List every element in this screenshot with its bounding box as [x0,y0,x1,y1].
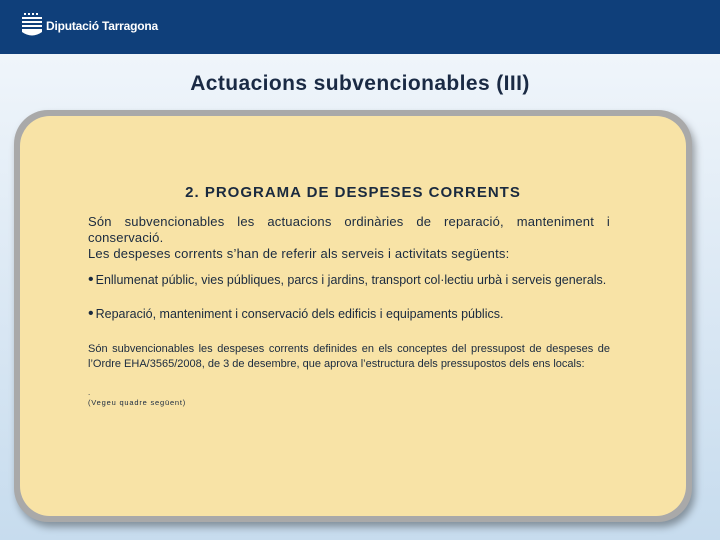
separator-dot: . [88,388,91,397]
bullet-icon: • [88,305,94,322]
brand-name: Diputació Tarragona [46,19,158,33]
bullet-item-1 [88,272,610,288]
diputacio-logo-icon [20,13,44,39]
bullet-item-1-text: Enllumenat públic, vies públiques, parcs i jardins, transport col·lectiu urbà i serveis generals. [95,273,607,287]
intro-text-1: Són subvencionables les actuacions ordinàries de reparació, manteniment i conservació. [88,214,610,245]
bullet-icon: • [88,271,94,288]
content-panel [14,110,692,522]
bullet-item-2-text: Reparació, manteniment i conservació dels edificis i equipaments públics. [95,307,504,321]
table-reference-note: (Vegeu quadre següent) [88,398,187,407]
intro-text-2: Les despeses corrents s’han de referir als serveis i activitats següents: [88,246,510,261]
section-heading: 2. PROGRAMA DE DESPESES CORRENTS [185,184,521,201]
bullet-item-2 [88,306,610,322]
content-panel-inner [20,116,686,516]
slide-title: Actuacions subvencionables (III) [190,72,530,95]
legal-paragraph: Són subvencionables les despeses corrents definides en els conceptes del pressupost de despeses de l’Ordre EHA/3565/2008, de 3 de desembre, que aprova l’estructura dels pressupostos dels ens locals: [88,343,610,370]
header-bar [0,0,720,54]
